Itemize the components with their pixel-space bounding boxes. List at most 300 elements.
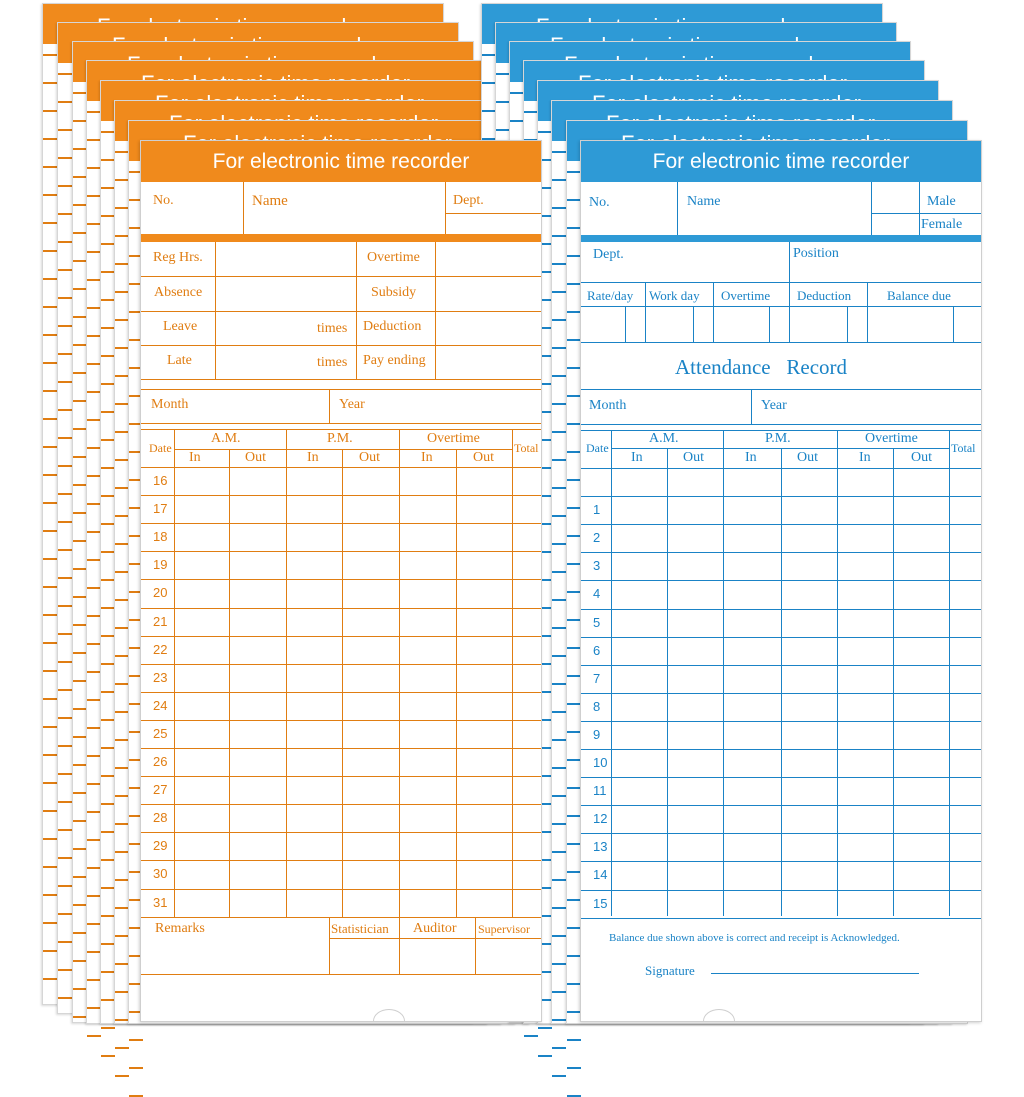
edge-tick — [552, 403, 566, 405]
edge-tick — [73, 988, 87, 990]
edge-tick — [87, 335, 101, 337]
edge-tick — [87, 419, 101, 421]
edge-tick — [87, 307, 101, 309]
name-label: Name — [687, 194, 721, 209]
edge-tick — [567, 199, 581, 201]
edge-tick — [73, 736, 87, 738]
edge-tick — [101, 775, 115, 777]
subsidy-label: Subsidy — [371, 285, 417, 300]
edge-tick — [43, 922, 57, 924]
edge-tick — [58, 101, 72, 103]
name-label: Name — [252, 193, 288, 209]
edge-tick — [43, 222, 57, 224]
edge-tick — [58, 493, 72, 495]
edge-tick — [73, 568, 87, 570]
dept-label: Dept. — [593, 247, 624, 262]
edge-tick — [115, 851, 129, 853]
edge-tick — [101, 131, 115, 133]
edge-tick — [115, 683, 129, 685]
leave-times-label: times — [317, 321, 348, 336]
edge-tick — [87, 447, 101, 449]
edge-tick — [58, 773, 72, 775]
edge-tick — [73, 764, 87, 766]
late-label: Late — [167, 353, 192, 368]
edge-tick — [552, 991, 566, 993]
edge-tick — [73, 484, 87, 486]
edge-tick — [73, 456, 87, 458]
day-number: 15 — [593, 895, 608, 911]
position-label: Position — [793, 246, 839, 261]
day-number: 16 — [153, 473, 168, 488]
day-row-line — [141, 917, 541, 918]
reg-hrs-label: Reg Hrs. — [153, 250, 203, 265]
year-label: Year — [339, 397, 365, 412]
edge-tick — [87, 195, 101, 197]
day-number: 1 — [593, 502, 601, 518]
edge-tick — [87, 531, 101, 533]
total-header: Total — [951, 441, 976, 455]
day-number: 21 — [153, 613, 168, 629]
day-row-line — [141, 889, 541, 890]
edge-tick — [567, 843, 581, 845]
edge-tick — [101, 411, 115, 413]
edge-tick — [115, 151, 129, 153]
edge-tick — [115, 263, 129, 265]
day-row-line — [141, 579, 541, 580]
edge-tick — [101, 1027, 115, 1029]
day-row-line — [141, 523, 541, 524]
edge-tick — [567, 563, 581, 565]
edge-tick — [58, 213, 72, 215]
edge-tick — [115, 487, 129, 489]
edge-tick — [43, 782, 57, 784]
edge-tick — [552, 739, 566, 741]
edge-tick — [552, 431, 566, 433]
edge-tick — [552, 767, 566, 769]
edge-tick — [567, 983, 581, 985]
day-number: 30 — [153, 866, 168, 882]
edge-tick — [482, 54, 496, 56]
edge-tick — [115, 403, 129, 405]
edge-tick — [58, 577, 72, 579]
edge-tick — [43, 390, 57, 392]
edge-tick — [129, 1039, 143, 1041]
edge-tick — [115, 1075, 129, 1077]
day-number: 4 — [593, 586, 601, 602]
edge-tick — [567, 423, 581, 425]
edge-tick — [58, 381, 72, 383]
edge-tick — [101, 355, 115, 357]
edge-tick — [73, 540, 87, 542]
day-number: 27 — [153, 782, 168, 798]
edge-tick — [87, 727, 101, 729]
edge-tick — [58, 913, 72, 915]
edge-tick — [73, 512, 87, 514]
day-number: 2 — [593, 530, 601, 546]
total-header: Total — [514, 441, 539, 455]
orange-time-card — [140, 140, 542, 1022]
day-number: 24 — [153, 697, 168, 713]
day-number: 8 — [593, 698, 601, 714]
pm-header: P.M. — [327, 431, 353, 446]
edge-tick — [567, 955, 581, 957]
overtime-label: Overtime — [721, 288, 771, 303]
edge-tick — [73, 876, 87, 878]
edge-tick — [43, 474, 57, 476]
edge-tick — [73, 288, 87, 290]
edge-tick — [73, 932, 87, 934]
edge-tick — [43, 866, 57, 868]
edge-tick — [43, 838, 57, 840]
edge-tick — [101, 159, 115, 161]
edge-tick — [115, 599, 129, 601]
edge-tick — [73, 624, 87, 626]
edge-tick — [87, 839, 101, 841]
edge-tick — [552, 879, 566, 881]
edge-tick — [567, 339, 581, 341]
edge-tick — [87, 1035, 101, 1037]
attendance-record-title: Attendance Record — [675, 355, 848, 379]
day-row-line — [141, 832, 541, 833]
card-notch — [703, 1009, 735, 1022]
edge-tick — [58, 885, 72, 887]
edge-tick — [43, 670, 57, 672]
edge-tick — [87, 615, 101, 617]
edge-tick — [58, 73, 72, 75]
edge-tick — [73, 204, 87, 206]
edge-tick — [58, 661, 72, 663]
pm-out-header: Out — [359, 450, 380, 465]
edge-tick — [43, 418, 57, 420]
deduction-label: Deduction — [363, 319, 422, 334]
edge-tick — [43, 642, 57, 644]
edge-tick — [496, 73, 510, 75]
balance-due-label: Balance due — [887, 288, 951, 303]
pm-header: P.M. — [765, 431, 791, 446]
edge-tick — [115, 711, 129, 713]
edge-tick — [87, 811, 101, 813]
month-label: Month — [151, 397, 189, 412]
edge-tick — [552, 711, 566, 713]
edge-tick — [552, 571, 566, 573]
am-header: A.M. — [211, 431, 241, 446]
edge-tick — [552, 795, 566, 797]
work-day-label: Work day — [649, 288, 700, 303]
edge-tick — [101, 551, 115, 553]
edge-tick — [524, 111, 538, 113]
edge-tick — [101, 607, 115, 609]
am-in-header: In — [189, 450, 201, 465]
edge-tick — [58, 829, 72, 831]
edge-tick — [101, 859, 115, 861]
edge-tick — [58, 465, 72, 467]
edge-tick — [115, 823, 129, 825]
edge-tick — [87, 783, 101, 785]
edge-tick — [58, 605, 72, 607]
edge-tick — [552, 543, 566, 545]
edge-tick — [43, 446, 57, 448]
edge-tick — [101, 635, 115, 637]
ot-out-header: Out — [473, 450, 494, 465]
edge-tick — [43, 894, 57, 896]
edge-tick — [115, 375, 129, 377]
supervisor-label: Supervisor — [478, 922, 530, 936]
edge-tick — [115, 1047, 129, 1049]
edge-tick — [101, 243, 115, 245]
edge-tick — [567, 703, 581, 705]
edge-tick — [58, 633, 72, 635]
edge-tick — [552, 375, 566, 377]
edge-tick — [43, 978, 57, 980]
edge-tick — [552, 263, 566, 265]
no-label: No. — [153, 193, 174, 208]
auditor-label: Auditor — [413, 921, 457, 936]
edge-tick — [101, 831, 115, 833]
day-number: 18 — [153, 529, 168, 545]
day-row-line — [141, 860, 541, 861]
edge-tick — [552, 235, 566, 237]
edge-tick — [87, 167, 101, 169]
edge-tick — [87, 867, 101, 869]
remarks-label: Remarks — [155, 921, 205, 936]
edge-tick — [115, 991, 129, 993]
edge-tick — [43, 54, 57, 56]
day-number: 17 — [153, 501, 168, 517]
late-times-label: times — [317, 355, 348, 370]
edge-tick — [43, 614, 57, 616]
day-row-line — [141, 776, 541, 777]
edge-tick — [552, 627, 566, 629]
edge-tick — [552, 151, 566, 153]
overtime-label: Overtime — [367, 250, 420, 265]
edge-tick — [58, 129, 72, 131]
edge-tick — [43, 166, 57, 168]
edge-tick — [567, 1039, 581, 1041]
day-number: 14 — [593, 867, 608, 883]
edge-tick — [567, 1011, 581, 1013]
edge-tick — [567, 255, 581, 257]
edge-tick — [101, 1055, 115, 1057]
edge-tick — [567, 871, 581, 873]
edge-tick — [73, 372, 87, 374]
card-title: For electronic time recorder — [141, 141, 541, 182]
edge-tick — [510, 120, 524, 122]
edge-tick — [567, 227, 581, 229]
edge-tick — [567, 479, 581, 481]
edge-tick — [58, 353, 72, 355]
edge-tick — [87, 643, 101, 645]
edge-tick — [43, 278, 57, 280]
edge-tick — [552, 851, 566, 853]
am-in-header: In — [631, 450, 643, 465]
edge-tick — [73, 820, 87, 822]
edge-tick — [567, 311, 581, 313]
day-row-line — [141, 692, 541, 693]
edge-tick — [552, 515, 566, 517]
day-row-line — [141, 495, 541, 496]
year-label: Year — [761, 398, 787, 413]
edge-tick — [43, 82, 57, 84]
edge-tick — [552, 1019, 566, 1021]
edge-tick — [101, 467, 115, 469]
edge-tick — [73, 708, 87, 710]
edge-tick — [101, 999, 115, 1001]
edge-tick — [567, 171, 581, 173]
edge-tick — [73, 260, 87, 262]
edge-tick — [58, 521, 72, 523]
day-number: 12 — [593, 811, 608, 827]
edge-tick — [115, 235, 129, 237]
edge-tick — [552, 963, 566, 965]
edge-tick — [552, 487, 566, 489]
edge-tick — [43, 726, 57, 728]
edge-tick — [101, 887, 115, 889]
edge-tick — [43, 698, 57, 700]
day-number: 9 — [593, 726, 601, 742]
day-row-line — [581, 918, 981, 919]
day-number: 29 — [153, 838, 168, 854]
edge-tick — [552, 459, 566, 461]
edge-tick — [58, 801, 72, 803]
edge-tick — [538, 131, 552, 133]
edge-tick — [87, 951, 101, 953]
signature-label: Signature — [645, 963, 695, 978]
ot-in-header: In — [859, 450, 871, 465]
day-number: 31 — [153, 894, 168, 910]
day-row-line — [141, 664, 541, 665]
edge-tick — [567, 283, 581, 285]
edge-tick — [87, 699, 101, 701]
card-title: For electronic time recorder — [581, 141, 981, 182]
edge-tick — [58, 941, 72, 943]
edge-tick — [58, 157, 72, 159]
female-label: Female — [921, 217, 963, 232]
deduction-label: Deduction — [797, 288, 852, 303]
edge-tick — [101, 495, 115, 497]
edge-tick — [87, 755, 101, 757]
pay-ending-label: Pay ending — [363, 353, 426, 368]
edge-tick — [73, 1016, 87, 1018]
edge-tick — [115, 879, 129, 881]
am-header: A.M. — [649, 431, 679, 446]
edge-tick — [87, 251, 101, 253]
edge-tick — [58, 689, 72, 691]
edge-tick — [567, 535, 581, 537]
edge-tick — [567, 451, 581, 453]
edge-tick — [101, 971, 115, 973]
edge-tick — [552, 1047, 566, 1049]
edge-tick — [510, 92, 524, 94]
day-number: 23 — [153, 669, 168, 685]
edge-tick — [87, 587, 101, 589]
overtime-header: Overtime — [865, 431, 918, 446]
date-header: Date — [149, 441, 172, 455]
edge-tick — [496, 129, 510, 131]
edge-tick — [43, 530, 57, 532]
day-number: 13 — [593, 839, 608, 855]
edge-tick — [73, 232, 87, 234]
edge-tick — [87, 979, 101, 981]
edge-tick — [58, 745, 72, 747]
edge-tick — [567, 815, 581, 817]
edge-tick — [73, 176, 87, 178]
edge-tick — [58, 549, 72, 551]
edge-tick — [538, 1055, 552, 1057]
edge-tick — [73, 344, 87, 346]
edge-tick — [101, 327, 115, 329]
edge-tick — [43, 138, 57, 140]
edge-tick — [115, 907, 129, 909]
edge-tick — [58, 717, 72, 719]
edge-tick — [87, 923, 101, 925]
edge-tick — [115, 963, 129, 965]
edge-tick — [552, 683, 566, 685]
edge-tick — [43, 586, 57, 588]
edge-tick — [101, 383, 115, 385]
edge-tick — [552, 179, 566, 181]
edge-tick — [115, 291, 129, 293]
edge-tick — [43, 502, 57, 504]
edge-tick — [115, 207, 129, 209]
edge-tick — [101, 915, 115, 917]
day-row-line — [141, 720, 541, 721]
day-number: 19 — [153, 557, 168, 573]
month-label: Month — [589, 398, 627, 413]
edge-tick — [552, 907, 566, 909]
edge-tick — [87, 671, 101, 673]
ot-in-header: In — [421, 450, 433, 465]
edge-tick — [567, 731, 581, 733]
edge-tick — [567, 395, 581, 397]
card-notch — [373, 1009, 405, 1022]
edge-tick — [73, 148, 87, 150]
edge-tick — [101, 943, 115, 945]
no-label: No. — [589, 195, 610, 210]
edge-tick — [87, 223, 101, 225]
acknowledgement-text: Balance due shown above is correct and receipt is Acknowledged. — [609, 932, 900, 944]
edge-tick — [482, 110, 496, 112]
edge-tick — [567, 927, 581, 929]
edge-tick — [115, 347, 129, 349]
edge-tick — [73, 792, 87, 794]
edge-tick — [73, 428, 87, 430]
edge-tick — [43, 306, 57, 308]
edge-tick — [101, 215, 115, 217]
edge-tick — [87, 391, 101, 393]
day-number: 11 — [593, 783, 607, 799]
day-row-line — [141, 551, 541, 552]
edge-tick — [552, 655, 566, 657]
edge-tick — [567, 675, 581, 677]
edge-tick — [58, 325, 72, 327]
edge-tick — [101, 299, 115, 301]
edge-tick — [115, 571, 129, 573]
edge-tick — [58, 241, 72, 243]
edge-tick — [524, 1035, 538, 1037]
day-number: 10 — [593, 755, 608, 770]
edge-tick — [87, 139, 101, 141]
edge-tick — [115, 179, 129, 181]
leave-label: Leave — [163, 319, 198, 334]
edge-tick — [115, 739, 129, 741]
day-number: 20 — [153, 585, 168, 601]
am-out-header: Out — [245, 450, 266, 465]
edge-tick — [567, 1067, 581, 1069]
edge-tick — [115, 319, 129, 321]
day-row-line — [141, 748, 541, 749]
edge-tick — [73, 652, 87, 654]
day-number: 5 — [593, 614, 601, 630]
